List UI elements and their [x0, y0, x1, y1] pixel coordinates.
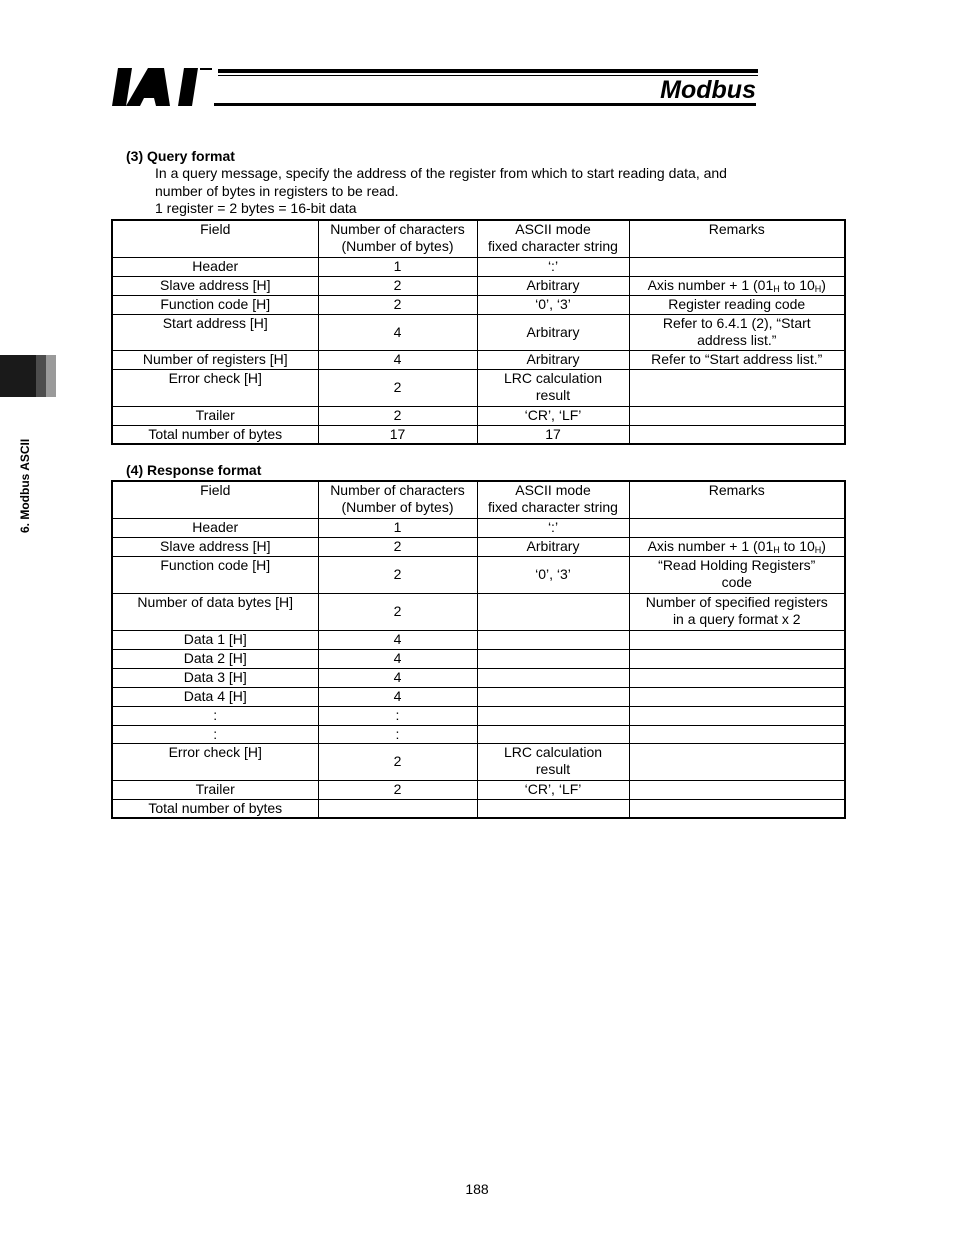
cell-field: Total number of bytes: [112, 425, 318, 444]
table-row: [112, 706, 845, 725]
remarks-fragment: to 10: [779, 537, 815, 554]
query-intro: [155, 165, 727, 218]
table-row: [112, 350, 845, 369]
remarks-fragment: ): [821, 537, 826, 554]
cell-field: Slave address [H]: [112, 537, 318, 556]
cell-field: :: [112, 706, 318, 725]
cell-ascii: LRC calculation result: [477, 743, 629, 780]
cell-field: Start address [H]: [112, 314, 318, 350]
query-intro-line: number of bytes in registers to be read.: [155, 182, 399, 199]
cell-ascii: ‘CR’, ‘LF’: [477, 406, 629, 425]
cell-ascii: [477, 593, 629, 630]
cell-remarks: [629, 406, 845, 425]
cell-remarks: [629, 276, 845, 295]
column-header: Field: [112, 481, 318, 518]
cell-field: Header: [112, 518, 318, 537]
table-row: [112, 369, 845, 406]
cell-chars: 4: [318, 668, 477, 687]
cell-ascii: Arbitrary: [477, 314, 629, 350]
cell-chars: 4: [318, 687, 477, 706]
cell-ascii: [477, 706, 629, 725]
table-row: [112, 406, 845, 425]
cell-field: Data 2 [H]: [112, 649, 318, 668]
cell-ascii: ‘0’, ‘3’: [477, 295, 629, 314]
cell-chars: 2: [318, 780, 477, 799]
cell-remarks: [629, 649, 845, 668]
cell-chars: 1: [318, 518, 477, 537]
table-row: [112, 687, 845, 706]
table-header-row: [112, 220, 845, 257]
remarks-fragment: to 10: [779, 276, 815, 293]
cell-remarks: [629, 780, 845, 799]
chapter-tab-grey: [36, 355, 46, 397]
cell-field: :: [112, 725, 318, 743]
query-intro-line: 1 register = 2 bytes = 16-bit data: [155, 200, 357, 216]
query-intro-line: In a query message, specify the address of the register from which to start reading data, and: [155, 165, 727, 181]
cell-ascii: ‘:’: [477, 518, 629, 537]
table-row: [112, 649, 845, 668]
table-row: [112, 668, 845, 687]
cell-remarks: Register reading code: [629, 295, 845, 314]
cell-field: Function code [H]: [112, 556, 318, 593]
cell-remarks: [629, 257, 845, 276]
table-header-row: [112, 481, 845, 518]
cell-ascii: [477, 725, 629, 743]
remarks-fragment: H: [814, 283, 822, 294]
cell-remarks: [629, 743, 845, 780]
table-row: [112, 630, 845, 649]
table-row: [112, 780, 845, 799]
cell-chars: 4: [318, 350, 477, 369]
cell-field: Error check [H]: [112, 369, 318, 406]
cell-remarks: “Read Holding Registers” code: [629, 556, 845, 593]
header-rule-top: [218, 69, 758, 73]
cell-ascii: [477, 687, 629, 706]
table-row: [112, 725, 845, 743]
cell-chars: 17: [318, 425, 477, 444]
remarks-fragment: H: [773, 283, 780, 294]
cell-chars: 2: [318, 537, 477, 556]
cell-field: Data 1 [H]: [112, 630, 318, 649]
header-title: Modbus: [660, 76, 756, 104]
remarks-fragment: H: [814, 544, 822, 555]
cell-chars: 2: [318, 593, 477, 630]
cell-remarks: [629, 725, 845, 743]
query-format-table: [111, 219, 846, 445]
table-row: [112, 518, 845, 537]
cell-ascii: ‘0’, ‘3’: [477, 556, 629, 593]
table-row: [112, 425, 845, 444]
cell-chars: 4: [318, 314, 477, 350]
cell-ascii: ‘:’: [477, 257, 629, 276]
column-header: Field: [112, 220, 318, 257]
cell-field: Slave address [H]: [112, 276, 318, 295]
column-header: Number of characters (Number of bytes): [318, 220, 477, 257]
table-row: [112, 556, 845, 593]
cell-chars: 1: [318, 257, 477, 276]
cell-chars: 4: [318, 630, 477, 649]
cell-remarks: [629, 630, 845, 649]
column-header: ASCII mode fixed character string: [477, 481, 629, 518]
remarks-fragment: H: [773, 544, 780, 555]
cell-chars: :: [318, 725, 477, 743]
table-row: [112, 799, 845, 818]
cell-remarks: [629, 369, 845, 406]
cell-remarks: Number of specified registers in a query format x 2: [629, 593, 845, 630]
cell-chars: :: [318, 706, 477, 725]
cell-field: Trailer: [112, 780, 318, 799]
cell-ascii: Arbitrary: [477, 276, 629, 295]
cell-field: Number of registers [H]: [112, 350, 318, 369]
column-header: Remarks: [629, 220, 845, 257]
chapter-tab-dark: [0, 355, 36, 397]
cell-remarks: [629, 425, 845, 444]
cell-field: Error check [H]: [112, 743, 318, 780]
table-row: [112, 314, 845, 350]
cell-remarks: [629, 537, 845, 556]
response-format-table: [111, 480, 846, 819]
column-header: Remarks: [629, 481, 845, 518]
remarks-fragment: Axis number + 1 (01: [647, 537, 774, 554]
cell-ascii: Arbitrary: [477, 537, 629, 556]
cell-ascii: 17: [477, 425, 629, 444]
cell-field: Data 3 [H]: [112, 668, 318, 687]
chapter-label: 6. Modbus ASCII: [18, 438, 32, 533]
cell-remarks: Refer to “Start address list.”: [629, 350, 845, 369]
cell-ascii: [477, 799, 629, 818]
table-row: [112, 295, 845, 314]
remarks-fragment: ): [821, 276, 826, 293]
cell-remarks: [629, 799, 845, 818]
cell-chars: [318, 799, 477, 818]
table-row: [112, 537, 845, 556]
column-header: Number of characters (Number of bytes): [318, 481, 477, 518]
cell-remarks: [629, 668, 845, 687]
cell-remarks: [629, 706, 845, 725]
cell-ascii: LRC calculation result: [477, 369, 629, 406]
response-format-heading: (4) Response format: [126, 462, 262, 478]
cell-remarks: [629, 687, 845, 706]
cell-field: Data 4 [H]: [112, 687, 318, 706]
cell-chars: 2: [318, 369, 477, 406]
cell-ascii: ‘CR’, ‘LF’: [477, 780, 629, 799]
cell-chars: 2: [318, 556, 477, 593]
cell-field: Number of data bytes [H]: [112, 593, 318, 630]
cell-chars: 4: [318, 649, 477, 668]
query-format-heading: (3) Query format: [126, 148, 235, 164]
cell-chars: 2: [318, 276, 477, 295]
chapter-tab-light: [46, 355, 56, 397]
iai-logo: [112, 68, 212, 106]
cell-chars: 2: [318, 295, 477, 314]
cell-remarks: [629, 518, 845, 537]
remarks-fragment: Axis number + 1 (01: [647, 276, 774, 293]
cell-field: Function code [H]: [112, 295, 318, 314]
table-row: [112, 593, 845, 630]
column-header: ASCII mode fixed character string: [477, 220, 629, 257]
cell-field: Trailer: [112, 406, 318, 425]
cell-field: Total number of bytes: [112, 799, 318, 818]
cell-remarks: Refer to 6.4.1 (2), “Start address list.”: [629, 314, 845, 350]
table-row: [112, 743, 845, 780]
cell-chars: 2: [318, 406, 477, 425]
cell-ascii: Arbitrary: [477, 350, 629, 369]
cell-field: Header: [112, 257, 318, 276]
cell-chars: 2: [318, 743, 477, 780]
table-row: [112, 276, 845, 295]
cell-ascii: [477, 630, 629, 649]
table-row: [112, 257, 845, 276]
page-number: 188: [465, 1181, 489, 1197]
cell-ascii: [477, 668, 629, 687]
cell-ascii: [477, 649, 629, 668]
